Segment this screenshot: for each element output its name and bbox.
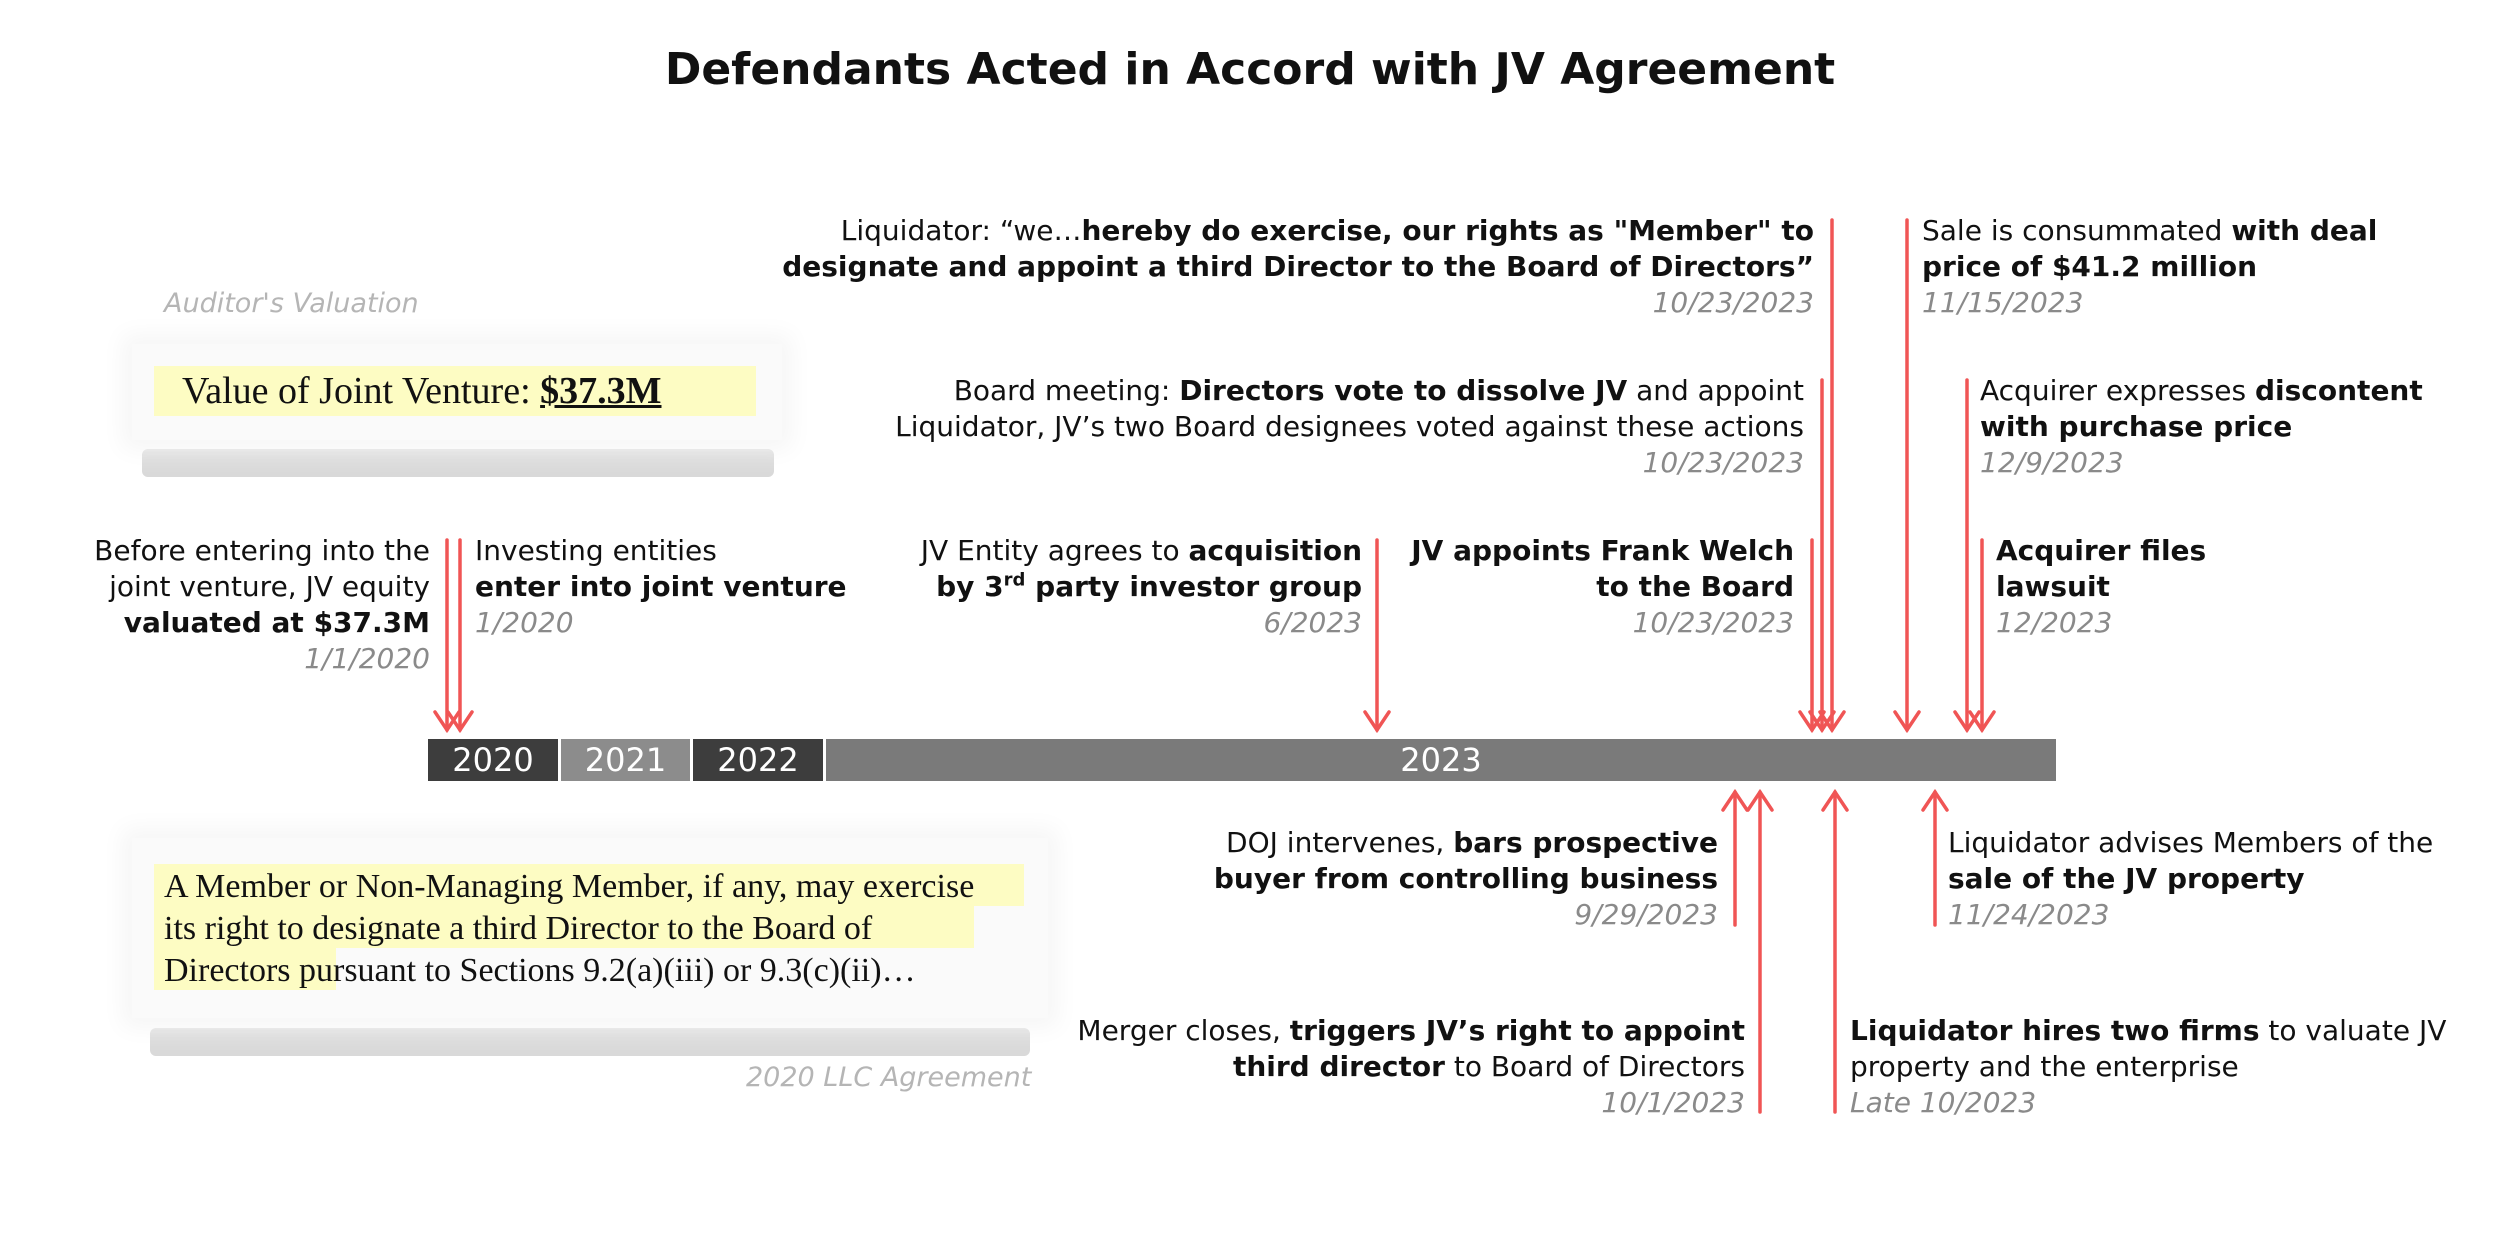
event-liquidator-exercise: [782, 213, 1814, 321]
arrow-hires: [1823, 792, 1847, 1112]
event-bold: with purchase price: [1980, 410, 2293, 443]
event-bold: discontent: [2254, 374, 2423, 407]
event-bold: party investor group: [1025, 570, 1362, 603]
event-merger: [1077, 1013, 1745, 1121]
event-bold: Liquidator hires two firms: [1850, 1014, 2260, 1047]
event-date: 11/24/2023: [1948, 898, 2110, 931]
event-text: Sale is consummated: [1922, 214, 2232, 247]
event-bold: hereby do exercise, our rights as "Member" to: [1081, 214, 1814, 247]
arrow-enter-jv: [448, 540, 472, 730]
event-date: 10/23/2023: [1632, 606, 1794, 639]
event-date: Late 10/2023: [1850, 1086, 2037, 1119]
event-bold: Acquirer files: [1996, 534, 2207, 567]
event-text: joint venture, JV equity: [109, 570, 430, 603]
event-text: Acquirer expresses: [1980, 374, 2255, 407]
event-text: Liquidator: “we…: [840, 214, 1082, 247]
year-2022: 2022: [693, 739, 826, 781]
event-bold: lawsuit: [1996, 570, 2110, 603]
event-discontent: [1980, 373, 2423, 481]
event-bold: third director: [1232, 1050, 1445, 1083]
event-enter-jv: [475, 533, 847, 641]
event-text: Liquidator, JV’s two Board designees voted against these actions: [895, 410, 1804, 443]
arrow-merger: [1748, 792, 1772, 1112]
event-bold: triggers JV’s right to appoint: [1289, 1014, 1745, 1047]
event-text: to valuate JV: [2259, 1014, 2447, 1047]
event-bold: with deal: [2231, 214, 2378, 247]
event-doj: [1214, 825, 1718, 933]
event-bold: valuated at $37.3M: [123, 606, 430, 639]
event-valuation: [94, 533, 430, 677]
event-text: to Board of Directors: [1444, 1050, 1745, 1083]
event-acquisition: [921, 533, 1362, 641]
event-text: and appoint: [1627, 374, 1804, 407]
event-date: 12/2023: [1996, 606, 2113, 639]
event-bold: buyer from controlling business: [1213, 862, 1718, 895]
event-bold: Directors vote to dissolve JV: [1179, 374, 1628, 407]
event-sup: rd: [1003, 569, 1026, 591]
event-board-meeting: [895, 373, 1804, 481]
event-date: 11/15/2023: [1922, 286, 2084, 319]
year-2023: 2023: [826, 739, 2056, 781]
year-2021: 2021: [561, 739, 693, 781]
agreement-caption: 2020 LLC Agreement: [746, 1062, 1032, 1093]
event-bold: acquisition: [1188, 534, 1362, 567]
arrow-sale: [1895, 220, 1919, 730]
valuation-label: Value of Joint Venture:: [182, 370, 541, 412]
event-text: Board meeting:: [953, 374, 1180, 407]
event-text: Merger closes,: [1077, 1014, 1290, 1047]
arrow-valuation: [435, 540, 459, 730]
event-date: 6/2023: [1263, 606, 1362, 639]
event-bold: bars prospective: [1453, 826, 1718, 859]
event-text: Investing entities: [475, 534, 717, 567]
event-bold: JV appoints Frank Welch: [1411, 534, 1794, 567]
arrow-discontent: [1955, 380, 1979, 730]
auditor-caption: Auditor's Valuation: [164, 288, 419, 319]
agreement-line: its right to designate a third Director to the Board of: [164, 910, 873, 947]
event-text: Liquidator advises Members of the: [1948, 826, 2434, 859]
event-advises: [1948, 825, 2433, 933]
arrow-lawsuit: [1970, 540, 1994, 730]
event-bold: price of $41.2 million: [1922, 250, 2258, 283]
arrow-advises: [1923, 792, 1947, 925]
event-date: 1/2020: [475, 606, 574, 639]
agreement-line: A Member or Non-Managing Member, if any, may exercise: [164, 868, 975, 905]
event-text: Before entering into the: [94, 534, 430, 567]
event-hires: [1850, 1013, 2446, 1121]
event-frank-welch: [1411, 533, 1794, 641]
event-text: DOJ intervenes,: [1226, 826, 1454, 859]
agreement-line: Directors pursuant to Sections 9.2(a)(iii) or 9.3(c)(ii)…: [164, 952, 916, 989]
event-date: 1/1/2020: [304, 642, 430, 675]
event-sale: [1922, 213, 2377, 321]
event-bold: sale of the JV property: [1948, 862, 2305, 895]
valuation-value: $37.3M: [540, 370, 662, 412]
year-2020: 2020: [428, 739, 561, 781]
event-bold: by 3: [936, 570, 1004, 603]
event-text: JV Entity agrees to: [920, 534, 1189, 567]
event-date: 10/1/2023: [1601, 1086, 1745, 1119]
event-bold: designate and appoint a third Director to the Board of Directors”: [782, 250, 1814, 283]
event-bold: to the Board: [1596, 570, 1794, 603]
event-date: 12/9/2023: [1980, 446, 2124, 479]
event-text: property and the enterprise: [1850, 1050, 2239, 1083]
arrow-doj: [1723, 792, 1747, 925]
event-date: 9/29/2023: [1574, 898, 1718, 931]
event-lawsuit: [1996, 533, 2206, 641]
page-title: Defendants Acted in Accord with JV Agreement: [664, 44, 1836, 95]
arrow-acquisition: [1365, 540, 1389, 730]
event-bold: enter into joint venture: [475, 570, 847, 603]
timeline-bar: [428, 739, 2056, 781]
event-date: 10/23/2023: [1652, 286, 1814, 319]
event-date: 10/23/2023: [1642, 446, 1804, 479]
